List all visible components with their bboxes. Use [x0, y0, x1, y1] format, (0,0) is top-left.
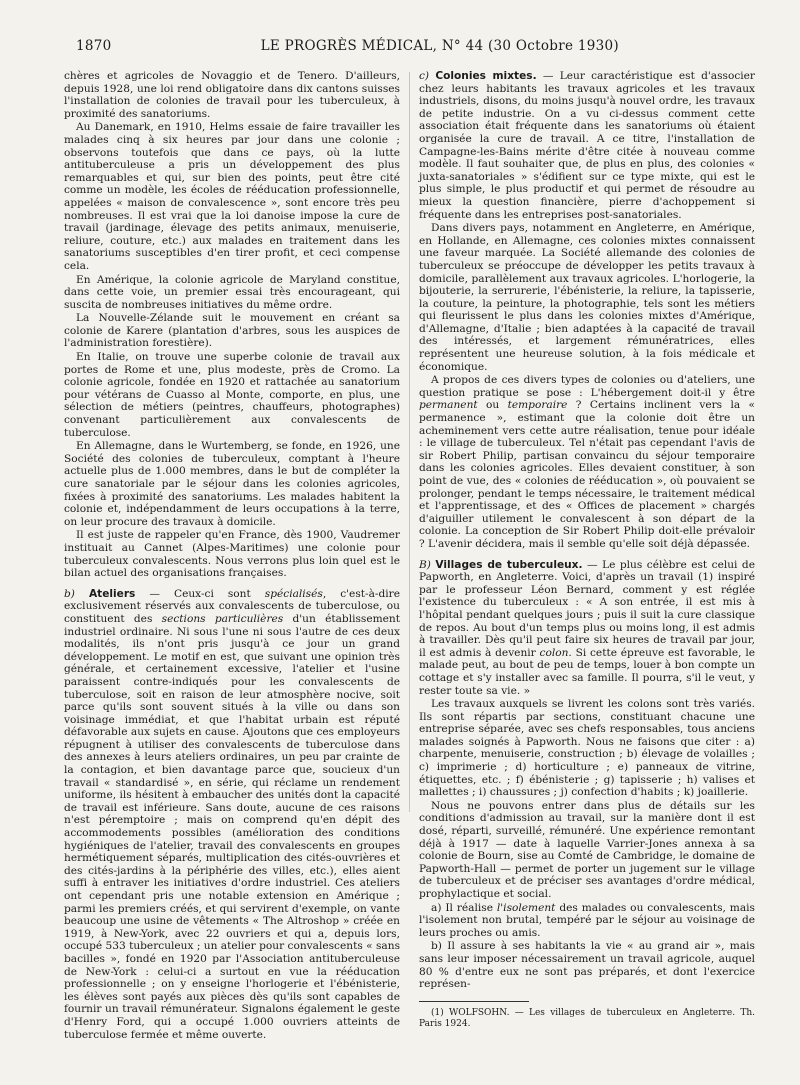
paragraph: Les travaux auxquels se livrent les colons sont très variés. Ils sont répartis par sections, constituant chacune une entreprise séparée, avec ses chefs responsables, tous anciens malades soignés à Papworth. Nous ne faisons que citer : a) charpente, menuiserie, construction ; b) élevage de volailles ; c) imprimerie ; d) horticulture ; e) panneaux de vitrine, étiquettes, etc. ; f) ébénisterie ; g) tapisserie ; h) valises et mallettes ; i) chaussures ; j) confection d'habits ; k) joaillerie.	[419, 698, 755, 799]
section-heading: Colonies mixtes.	[435, 70, 537, 82]
footnote-divider	[419, 1001, 529, 1002]
text-run: des malades ou convalescents, mais l'isolement non brutal, tempéré par le séjour au voisinage de leurs proches ou amis.	[419, 901, 755, 939]
text-run: — Le plus célèbre est celui de Papworth, en Angleterre. Voici, d'après un travail (1) inspiré par le professeur Léon Bernard, comment y est réglée l'existence du tuberculeux : « A son entrée, il est mis à l'hôpital pendant quelques jours ; puis il suit la cure classique de repos. Au bout d'un temps plus ou moins long, il est admis à travailler. Dès qu'il peut faire six heures de travail par jour, il est admis à devenir	[419, 558, 755, 659]
paragraph: Au Danemark, en 1910, Helms essaie de faire travailler les malades cinq à six heures par jour dans une colonie ; observons toutefois que dans ce pays, où la lutte antituberculeuse a pris un développement des plus remarquables et qui, sur bien des points, peut être cité comme un modèle, les écoles de rééducation professionnelle, appelées « maison de convalescence », sont encore très peu nombreuses. Il est vrai que la loi danoise impose la cure de travail (jardinage, élevage des petits animaux, menuiserie, reliure, couture, etc.) aux malades en traitement dans les sanatoriums susceptibles d'en tirer profit, et ceci compense cela.	[64, 121, 400, 272]
paragraph: La Nouvelle-Zélande suit le mouvement en créant sa colonie de Karere (plantation d'arbres, sous les auspices de l'administration forestière).	[64, 312, 400, 350]
text-run: ? Certains inclinent vers la « permanence », estimant que la colonie doit être un acheminement vers cette autre réalisation, tenue pour idéale : le village de tuberculeux. Tel n'était pas cependant l'avis de sir Robert Philip, partisan convaincu du séjour temporaire dans les colonies agricoles. Elles devaient constituer, à son point de vue, des « colonies de rééducation », où pouvaient se prolonger, pendant le temps nécessaire, le traitement médical et l'apprentissage, et des « Offices de placement » chargés d'aiguiller utilement le convalescent à son départ de la colonie. La conception de Sir Robert Philip doit-elle prévaloir ? L'avenir décidera, mais il semble qu'elle soit déjà dépassée.	[419, 399, 756, 550]
section-letter: B)	[419, 558, 431, 571]
section-letter: b)	[64, 587, 75, 600]
footnote: (1) WOLFSOHN. — Les villages de tuberculeux en Angleterre. Th. Paris 1924.	[419, 1007, 755, 1029]
paragraph: Nous ne pouvons entrer dans plus de détails sur les conditions d'admission au travail, sur la manière dont il est dosé, réparti, surveillé, rémunéré. Une expérience remontant déjà à 1917 — date à laquelle Varrier-Jones annexa à sa colonie de Bourn, sise au Comté de Cambridge, le domaine de Papworth-Hall — permet de porter un jugement sur le village de tuberculeux et de préciser ses avantages d'ordre médical, prophylactique et social.	[419, 799, 755, 900]
paragraph: En Amérique, la colonie agricole de Maryland constitue, dans cette voie, un premier essai très encourageant, qui suscita de nombreuses initiatives du même ordre.	[64, 273, 400, 311]
paragraph: chères et agricoles de Novaggio et de Tenero. D'ailleurs, depuis 1928, une loi rend obligatoire dans dix cantons suisses l'installation de colonies de travail pour les tuberculeux, à proximité des sanatoriums.	[64, 70, 400, 120]
section-colonies-mixtes	[419, 70, 755, 221]
text-run: d'un établissement industriel ordinaire. Ni sous l'une ni sous l'autre de ces deux modalités, ils n'ont pris jusqu'à ce jour un grand développement. Le motif en est, que suivant une opinion très générale, et certainement excessive, l'atelier et l'usine paraissent contre-indiqués pour les convalescents de tuberculose, soit en raison de leur atmosphère nocive, soit parce qu'ils sont souvent situés à la ville ou dans son voisinage immédiat, et que l'habitat urbain est réputé défavorable aux sujets en cause. Ajoutons que ces employeurs répugnent à utiliser des convalescents de tuberculose dans des annexes à leurs ateliers ordinaires, un peu par crainte de la contagion, et bien davantage parce que, soucieux d'un travail « standardisé », en série, qui réclame un rendement uniforme, ils hésitent à embaucher des unités dont la capacité de travail est inférieure. Sans doute, aucune de ces raisons n'est péremptoire ; mais on comprend qu'en dépit des accommodements possibles (amélioration des conditions hygiéniques de l'atelier, travail des convalescents en groupes hermétiquement séparés, multiplication des cités-ouvrières et des cités-jardins à la périphérie des villes, etc.), elles aient suffi à entraver les initiatives d'ordre industriel. Ces ateliers ont cependant pris une notable extension en Amérique ; parmi les premiers créés, et qui servirent d'exemple, on vante beaucoup une usine de vêtements « The Altroshop » créée en 1919, à New-York, avec 22 ouvriers et qui a, depuis lors, occupé 533 tuberculeux ; un atelier pour convalescents « sans bacilles », fondé en 1920 par l'Association antituberculeuse de New-York : celui-ci a surtout en vue la rééducation professionnelle ; on y enseigne l'horlogerie et l'ébénisterie, les élèves sont payés aux pièces dès qu'ils sont capables de fournir un travail rémunérateur. Signalons également le geste d'Henry Ford, qui a occupé 1.000 ouvriers atteints de tuberculose fermée et même ouverte.	[64, 612, 401, 1041]
text-run: A propos de ces divers types de colonies ou d'ateliers, une question pratique se pose : L'hébergement doit-il y être	[419, 374, 755, 399]
column-rule	[409, 72, 410, 812]
text-run: — Ceux-ci sont	[135, 587, 265, 600]
paragraph: b) Il assure à ses habitants la vie « au grand air », mais sans leur imposer nécessairement un travail agricole, auquel 80 % d'entre eux ne sont pas préparés, et dont l'exercice représen-	[419, 940, 755, 991]
paragraph: Dans divers pays, notamment en Angleterre, en Amérique, en Hollande, en Allemagne, ces colonies mixtes connaissent une faveur marquée. La Société allemande des colonies de tuberculeux se préoccupe de développer les petits travaux à domicile, parallèlement aux travaux agricoles. L'horlogerie, la bijouterie, la serrurerie, l'ébénisterie, la reliure, la tapisserie, la couture, la peinture, la photographie, tels sont les métiers qui fleurissent le plus dans les colonies mixtes d'Amérique, d'Allemagne, d'Italie ; bien adaptées à la capacité de travail des intéressés, et largement rémunératrices, elles représentent une heureuse solution, à la fois médicale et économique.	[419, 222, 755, 373]
page-number: 1870	[76, 38, 112, 54]
paragraph	[419, 374, 755, 550]
running-title: LE PROGRÈS MÉDICAL, N° 44 (30 Octobre 1930)	[260, 38, 619, 54]
text-run: . Si cette épreuve est favorable, le malade peut, au bout de peu de temps, louer à bon compte un cottage et s'y installer avec sa famille. Il pourra, s'il le veut, y rester toute sa vie. »	[419, 646, 755, 697]
text-run: a) Il réalise	[431, 901, 497, 914]
paragraph: Il est juste de rappeler qu'en France, dès 1900, Vaudremer instituait au Cannet (Alpes-Maritimes) une colonie pour tuberculeux convalescents. Nous verrons plus loin quel est le bilan actuel des organisations françaises.	[64, 529, 400, 580]
text-run: — Leur caractéristique est d'associer chez leurs habitants les travaux agricoles et les travaux industriels, disons, du moins jusqu'à nouvel ordre, les travaux de petite industrie. On a vu ci-dessus comment cette association était fréquente dans les sanatoriums où étaient organisée la cure de travail. A ce titre, l'installation de Campagne-les-Bains mérite d'être citée à nouveau comme modèle. Il faut souhaiter que, de plus en plus, des colonies « juxta-sanatoriales » s'édifient sur ce type mixte, qui est le plus simple, le plus productif et qui permet de résoudre au mieux la question financière, pierre d'achoppement si fréquente dans les entreprises post-sanatoriales.	[419, 70, 755, 221]
section-heading: Villages de tuberculeux.	[435, 558, 583, 571]
page-header	[76, 38, 768, 54]
italic-run: sections particulières	[161, 612, 284, 625]
left-column	[64, 70, 400, 1042]
italic-run: permanent	[419, 399, 478, 412]
paragraph	[419, 902, 755, 940]
text-run: , c'est-à-dire exclusivement réservés aux convalescents de tuberculose, ou constituent des	[64, 587, 400, 625]
section-ateliers	[64, 588, 400, 1041]
section-villages	[419, 559, 755, 698]
italic-run: spécialisés	[264, 587, 323, 600]
section-heading: Ateliers	[88, 587, 136, 600]
italic-run: l'isolement	[496, 901, 556, 914]
italic-run: temporaire	[507, 399, 568, 412]
paragraph: En Allemagne, dans le Wurtemberg, se fonde, en 1926, une Société des colonies de tuberculeux, comptant à l'heure actuelle plus de 1.000 membres, dans le but de compléter la cure sanatoriale par le séjour dans les colonies agricoles, fixées à proximité des sanatoriums. Les malades habitent la colonie et, indépendamment de leurs occupations à la terre, on leur procure des travaux à domicile.	[64, 440, 400, 528]
right-column	[419, 70, 755, 1031]
paragraph: En Italie, on trouve une superbe colonie de travail aux portes de Rome et une, plus modeste, près de Cromo. La colonie agricole, fondée en 1920 et rattachée au sanatorium pour vétérans de Cuasso al Monte, comporte, en plus, une sélection de métiers (peintres, chauffeurs, photographes) convenant particulièrement aux convalescents de tuberculose.	[64, 351, 400, 439]
text-run: ou	[477, 399, 508, 412]
section-letter: c)	[419, 70, 430, 82]
italic-run: colon	[539, 646, 569, 659]
